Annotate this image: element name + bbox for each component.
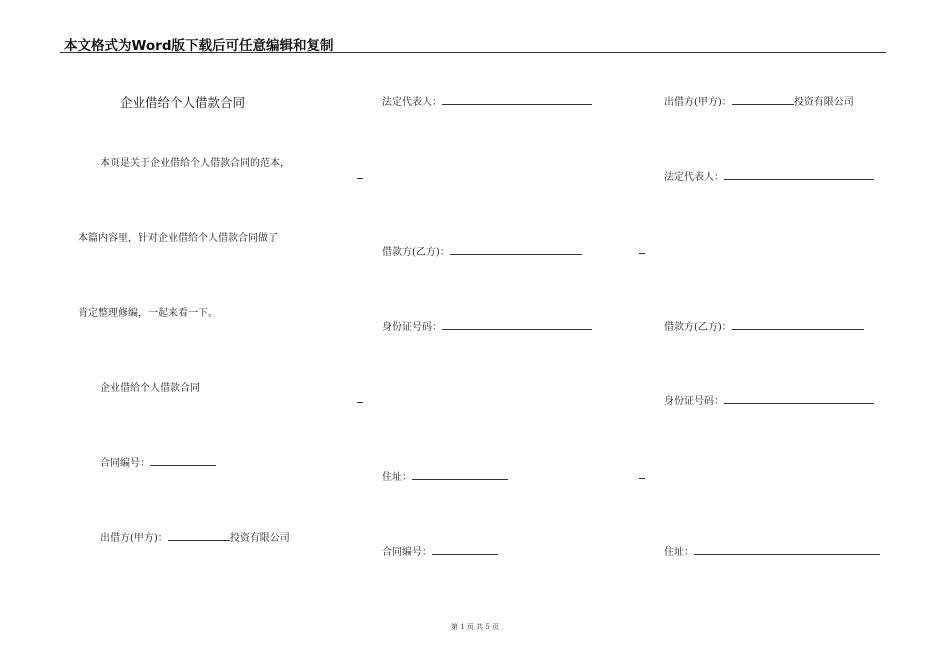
contract-title: 企业借给个人借款合同 <box>120 95 246 110</box>
legal-rep-row-2 <box>664 168 874 183</box>
lender-label: 出借方(甲方)： <box>100 533 168 544</box>
page-number-footer: 第 1 页 共 5 页 <box>450 623 500 631</box>
id-number-label: 身份证号码： <box>664 396 724 407</box>
contract-subtitle: 企业借给个人借款合同 <box>100 383 200 394</box>
legal-rep-label: 法定代表人： <box>664 172 724 183</box>
id-number-row-2 <box>664 392 874 407</box>
lender-name-blank <box>732 95 794 105</box>
intro-line-1: 本页是关于企业借给个人借款合同的范本， <box>100 158 290 169</box>
address-label: 住址： <box>664 547 694 558</box>
contract-number-row-2 <box>382 543 498 558</box>
address-label: 住址： <box>382 472 412 483</box>
borrower-row <box>382 243 582 258</box>
legal-rep-label: 法定代表人： <box>382 97 442 108</box>
intro-line-3: 肯定整理修编，一起来看一下。 <box>78 308 218 319</box>
contract-number-row <box>100 454 216 469</box>
stray-dash <box>639 253 645 254</box>
lender-name-blank <box>168 531 230 541</box>
address-row-2 <box>664 543 880 558</box>
legal-rep-row <box>382 93 592 108</box>
borrower-blank <box>732 320 864 330</box>
contract-number-blank <box>432 545 498 555</box>
stray-dash <box>639 478 645 479</box>
header-divider <box>60 52 886 53</box>
lender-row <box>100 529 290 544</box>
id-number-blank <box>442 320 592 330</box>
lender-suffix: 投资有限公司 <box>229 533 290 544</box>
legal-rep-blank <box>442 95 592 105</box>
address-row <box>382 468 508 483</box>
intro-line-2: 本篇内容里，针对企业借给个人借款合同做了 <box>78 233 278 244</box>
borrower-label: 借款方(乙方)： <box>664 322 732 333</box>
stray-dash <box>357 178 363 179</box>
contract-number-label: 合同编号： <box>100 458 150 469</box>
borrower-blank <box>450 245 582 255</box>
id-number-row <box>382 318 592 333</box>
lender-row-2 <box>664 93 854 108</box>
lender-label: 出借方(甲方)： <box>664 97 732 108</box>
borrower-label: 借款方(乙方)： <box>382 247 450 258</box>
lender-suffix: 投资有限公司 <box>793 97 854 108</box>
contract-number-label: 合同编号： <box>382 547 432 558</box>
contract-number-blank <box>150 456 216 466</box>
document-header-title: 本文格式为Word版下载后可任意编辑和复制 <box>64 38 334 54</box>
id-number-label: 身份证号码： <box>382 322 442 333</box>
borrower-row-2 <box>664 318 864 333</box>
id-number-blank <box>724 394 874 404</box>
address-blank <box>412 470 508 480</box>
address-blank <box>694 545 880 555</box>
legal-rep-blank <box>724 170 874 180</box>
stray-dash <box>357 402 363 403</box>
